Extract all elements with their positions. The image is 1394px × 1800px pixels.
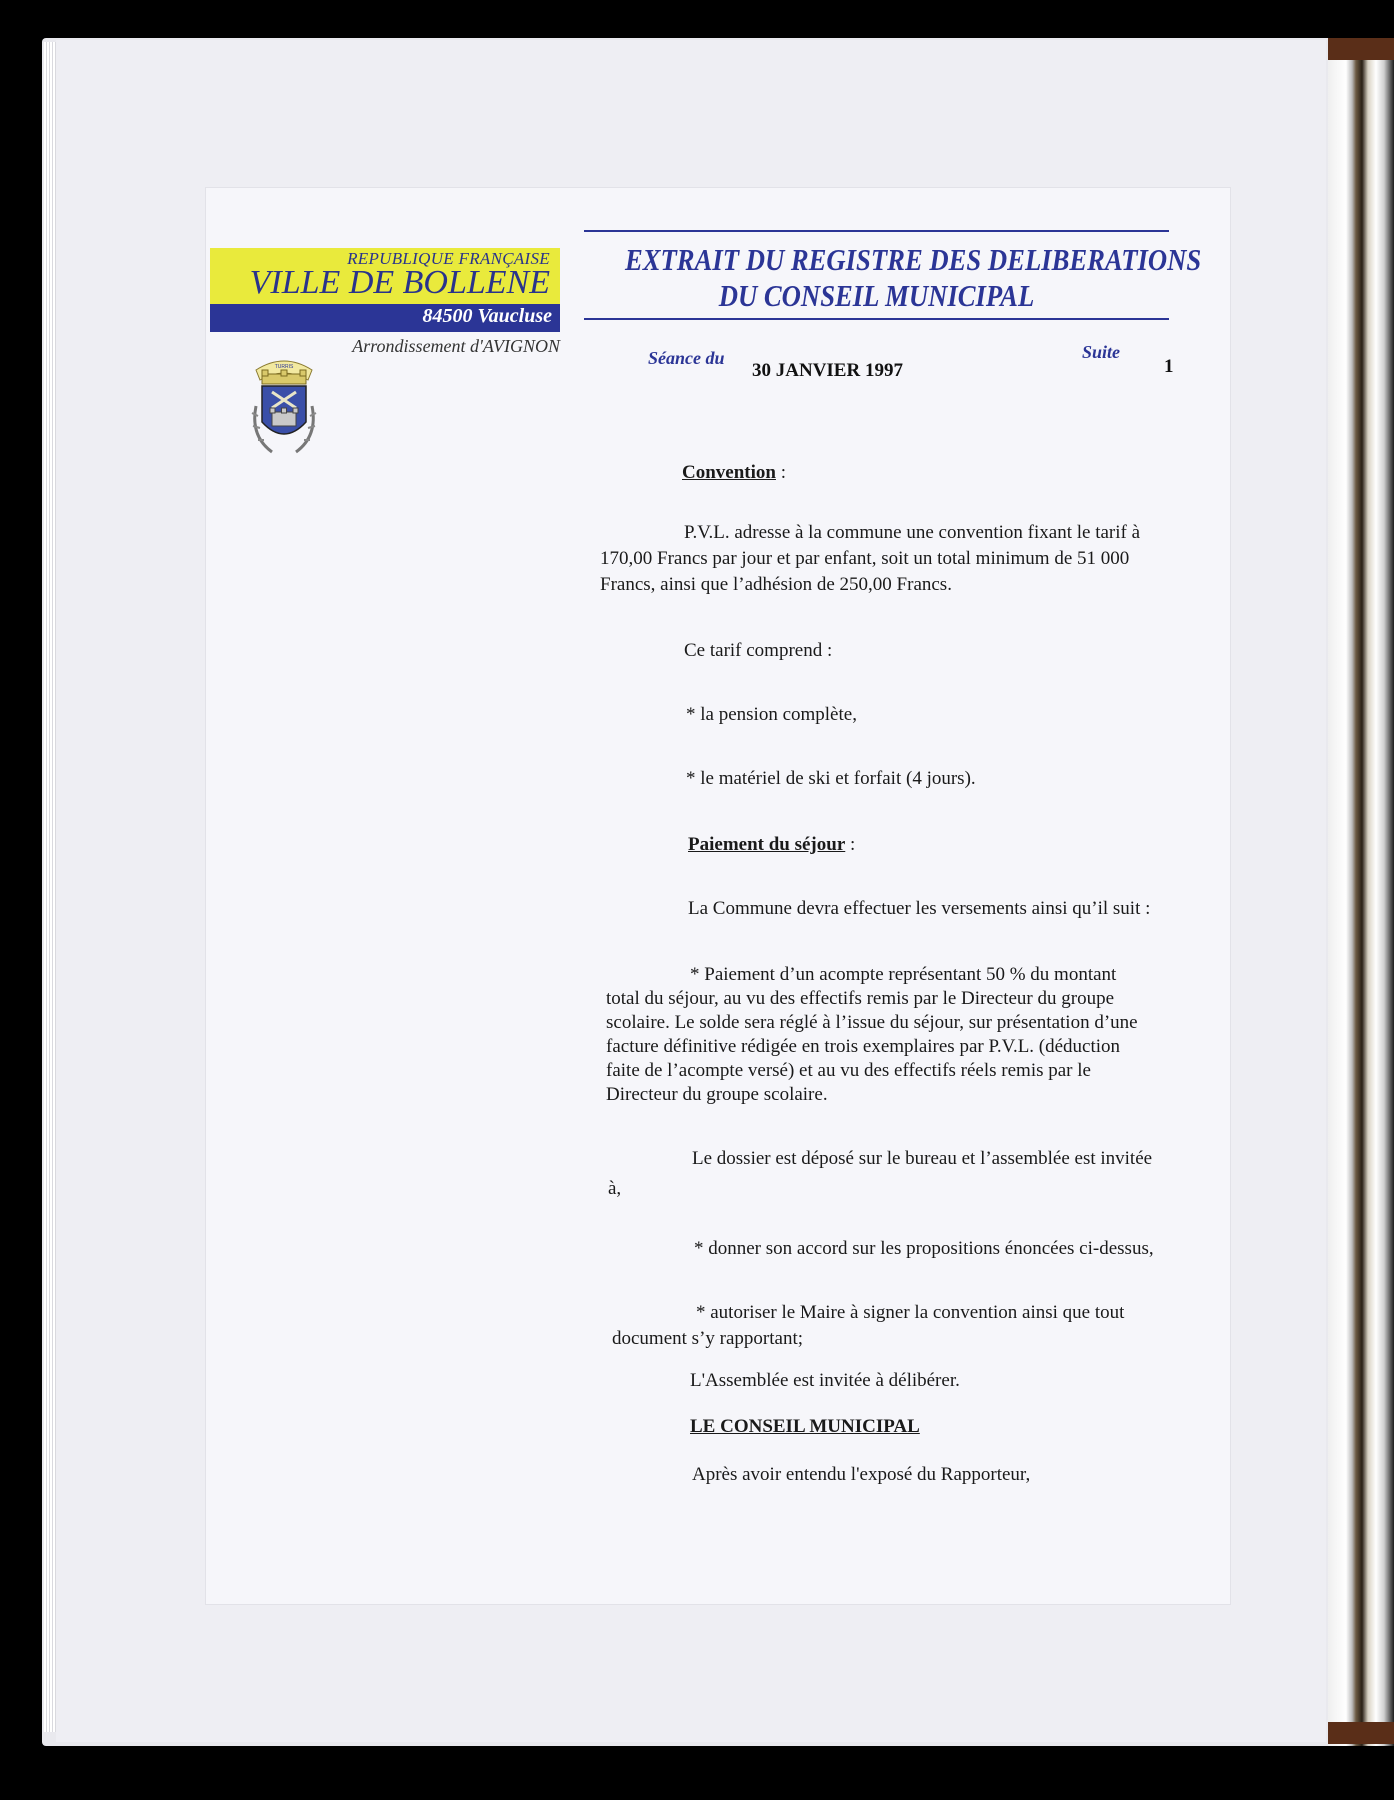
header-rule-bottom [584,318,1169,320]
tarif-item-pension: * la pension complète, [686,704,857,725]
republic-label: REPUBLIQUE FRANÇAISE [347,249,550,268]
conseil-heading: LE CONSEIL MUNICIPAL [690,1416,920,1437]
suite-label: Suite [1082,342,1121,362]
acompte-line4: facture définitive rédigée en trois exemplaires par P.V.L. (déduction [606,1036,1121,1057]
assemblee-invitee: L'Assemblée est invitée à délibérer. [690,1370,960,1391]
convention-para-line1: P.V.L. adresse à la commune une convention fixant le tarif à [684,522,1141,543]
convention-heading-line [682,460,786,485]
item-autoriser-line2: document s’y rapportant; [612,1328,804,1349]
city-crest-icon [242,346,326,464]
seance-date: 30 JANVIER 1997 [752,360,903,381]
acompte-line1: * Paiement d’un acompte représentant 50 % du montant [690,964,1117,985]
apres-expose: Après avoir entendu l'exposé du Rapporteur, [692,1464,1031,1485]
item-donner-accord: * donner son accord sur les propositions énoncées ci-dessus, [694,1238,1154,1259]
postal-department: 84500 Vaucluse [422,305,552,327]
convention-colon: : [775,462,786,483]
paiement-colon: : [845,834,856,855]
arrondissement-label: Arrondissement d'AVIGNON [352,336,560,356]
acompte-line6: Directeur du groupe scolaire. [606,1084,828,1105]
convention-para-line2: 170,00 Francs par jour et par enfant, soit un total minimum de 51 000 [600,548,1130,569]
dossier-line2: à, [608,1178,622,1199]
paiement-heading-line [688,832,855,857]
crest-banner-text: TURRIS [274,364,294,370]
page-number: 1 [1164,356,1174,377]
tarif-item-ski: * le matériel de ski et forfait (4 jours). [686,768,976,789]
acompte-line2: total du séjour, au vu des effectifs remis par le Directeur du groupe [606,988,1115,1009]
document-title-line1: EXTRAIT DU REGISTRE DES DELIBERATIONS [624,242,1202,277]
header-rule-top [584,230,1169,232]
city-name: VILLE DE BOLLENE [249,264,550,301]
convention-heading: Convention [682,462,776,483]
acompte-line5: faite de l’acompte versé) et au vu des effectifs réels remis par le [606,1060,1091,1081]
dossier-line1: Le dossier est déposé sur le bureau et l’assemblée est invitée [692,1148,1153,1169]
binder-ring-bottom [1328,1722,1394,1744]
versements-intro: La Commune devra effectuer les versements ainsi qu’il suit : [688,898,1151,919]
convention-para-line3: Francs, ainsi que l’adhésion de 250,00 Francs. [600,574,952,595]
binder-spine [1328,38,1394,1746]
seance-label: Séance du [648,348,725,368]
page-edges [44,42,56,1732]
paiement-heading: Paiement du séjour [688,834,846,855]
acompte-line3: scolaire. Le solde sera réglé à l’issue du séjour, sur présentation d’une [606,1012,1138,1033]
document-title-line2: DU CONSEIL MUNICIPAL [718,278,1035,313]
binder-ring-top [1328,38,1394,60]
tarif-intro: Ce tarif comprend : [684,640,833,661]
item-autoriser-line1: * autoriser le Maire à signer la convention ainsi que tout [696,1302,1125,1323]
